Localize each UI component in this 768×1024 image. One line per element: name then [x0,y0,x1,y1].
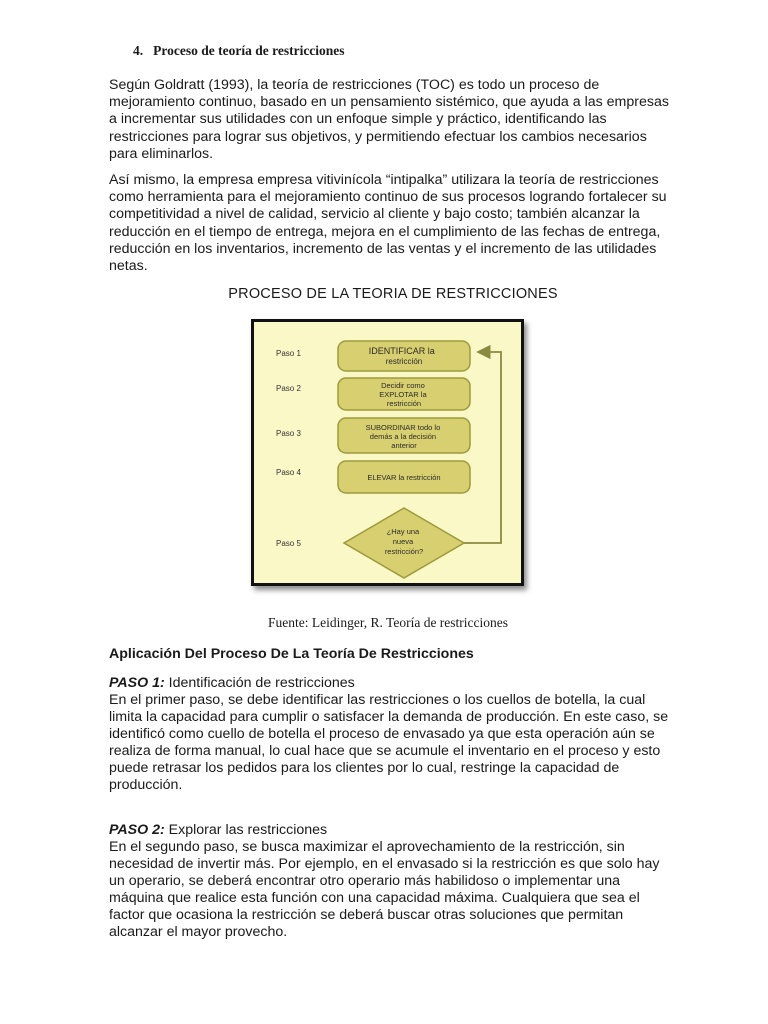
step-2-line-1: Decidir como [381,381,425,390]
step-1-title: Identificación de restricciones [168,675,355,691]
step-1-label: PASO 1: [109,675,165,691]
step-2-text: En el segundo paso, se busca maximizar el aprovechamiento de la restricción, sin necesidad de invertir más. Por ejemplo, en el envasado si la restricción es que solo hay un operario, se deberá encontrar otro operario más habilidoso o implementar una máquina que realice esta función con una capacidad máxima. Cualquiera que sea el factor que ocasiona la restricción se deberá buscar otras soluciones que permitan alcanzar el mayor provecho. [109,839,660,940]
step-2-line-2: EXPLOTAR la [379,390,427,399]
figure-title: PROCESO DE LA TEORIA DE RESTRICCIONES [228,286,558,302]
step-3-line-2: demás a la decisión [369,432,437,441]
step-label-4: Paso 4 [276,468,301,477]
step-2-label: PASO 2: [109,822,165,838]
step-5-line-1: ¿Hay una [386,527,420,536]
step-4-line-1: ELEVAR la restricción [367,473,441,482]
step-2-line-3: restricción [386,399,422,408]
step-5-line-2: nueva [392,537,414,546]
figure-source: Fuente: Leidinger, R. Teoría de restricciones [267,615,509,630]
step-1-text: En el primer paso, se debe identificar las restricciones o los cuellos de botella, la cual limita la capacidad para cumplir o satisfacer la demanda de producción. En este caso, se identificó como cuello de botella el proceso de envasado ya que esta operación aún se realiza de forma manual, lo cual hace que se acumule el inventario en el proceso y esto puede retrasar los pedidos para los clientes por lo cual, restringe la capacidad de producción. [109,692,669,793]
step-label-5: Paso 5 [276,539,301,548]
section-number: 4. [133,43,144,58]
section-heading [133,43,345,59]
step-label-3: Paso 3 [276,429,301,438]
step-3-line-3: anterior [391,441,417,450]
step-1-line-2: restricción [385,357,423,366]
step-2-section [109,822,669,941]
application-heading: Aplicación Del Proceso De La Teoría De Restricciones [109,646,474,662]
section-title: Proceso de teoría de restricciones [153,43,345,58]
step-1-section [109,675,669,794]
toc-process-diagram [251,319,524,586]
step-label-2: Paso 2 [276,384,301,393]
step-5-line-3: restricción? [384,547,424,556]
step-3-line-1: SUBORDINAR todo lo [365,423,441,432]
intro-paragraph-1: Según Goldratt (1993), la teoría de restricciones (TOC) es todo un proceso de mejoramiento continuo, basado en un pensamiento sistémico, que ayuda a las empresas a incrementar sus utilidades con un enfoque simple y práctico, identificando las restricciones para lograr sus objetivos, y permitiendo efectuar los cambios necesarios para eliminarlos. [109,77,669,162]
step-1-line-1: IDENTIFICAR la [368,346,435,356]
intro-paragraph-2: Así mismo, la empresa empresa vitivinícola “intipalka” utilizara la teoría de restricciones como herramienta para el mejoramiento continuo de sus procesos logrando fortalecer su competitividad a nivel de calidad, servicio al cliente y bajo costo; también alcanzar la reducción en el tiempo de entrega, mejora en el cumplimiento de las fechas de entrega, reducción en los inventarios, incremento de las ventas y el incremento de las utilidades netas. [109,172,667,275]
toc-process-svg [254,322,521,583]
step-label-1: Paso 1 [276,349,301,358]
step-2-title: Explorar las restricciones [168,822,328,838]
